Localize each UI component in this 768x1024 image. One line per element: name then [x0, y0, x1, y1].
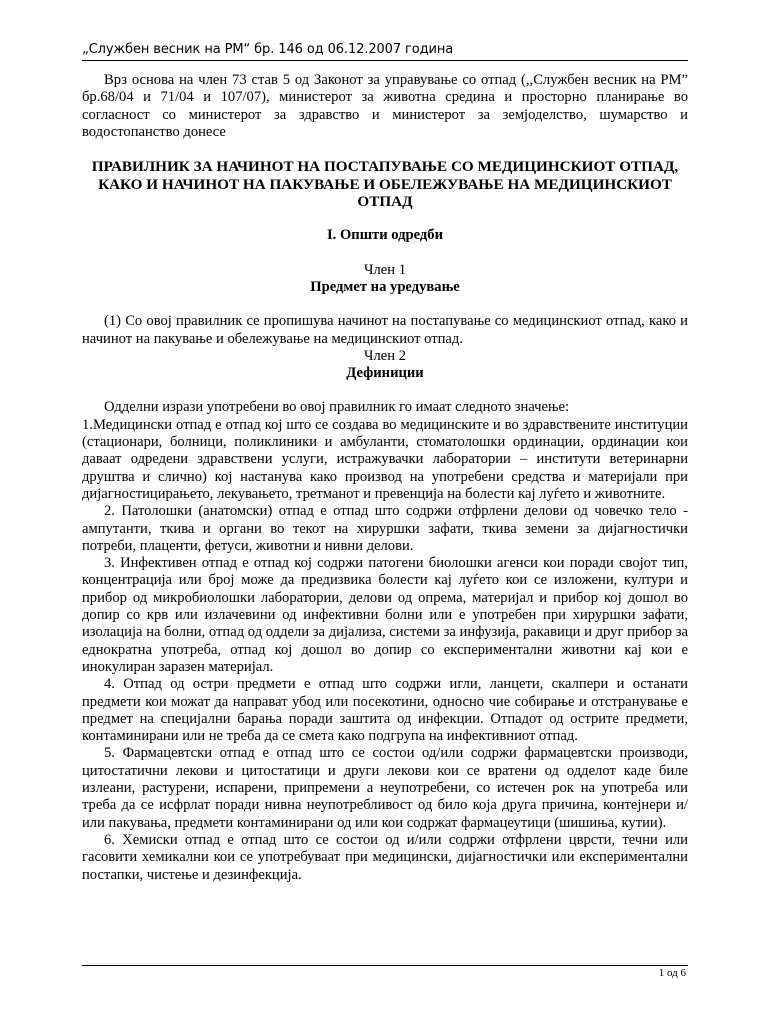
title-line-2: КАКО И НАЧИНОТ НА ПАКУВАЊЕ И ОБЕЛЕЖУВАЊЕ НА МЕДИЦИНСКИОТ — [98, 175, 672, 193]
title-line-3: ОТПАД — [357, 193, 413, 210]
header-rule — [82, 60, 688, 61]
document-title — [82, 158, 688, 210]
definition-item-6: 6. Хемиски отпад е отпад што се состои од и/или содржи отфрлени цврсти, течни или гасовити хемикални кои се употребуваат при медицински, дијагностички или експериментални постапки, чистење и дезинфекција. — [82, 831, 688, 883]
page-number: 1 од 6 — [658, 967, 686, 979]
title-line-1: ПРАВИЛНИК ЗА НАЧИНОТ НА ПОСТАПУВАЊЕ СО МЕДИЦИНСКИОТ ОТПАД, — [91, 158, 679, 176]
preamble-paragraph: Врз основа на член 73 став 5 од Законот за управување со отпад (,,Службен весник на РМ” бр.68/04 и 71/04 и 107/07), министерот за животна средина и просторно планирање во согласност со министерот за здравство и министерот за земјоделство, шумарство и водостопанство донесе — [82, 72, 688, 140]
article-2-number: Член 2 — [364, 347, 406, 364]
definition-item-4: 4. Отпад од остри предмети е отпад што содржи игли, ланцети, скалпери и останати предмети кои можат да направат убод или посекотини, односно чие собирање и отстранување е предмет на специјални барања поради заштита од инфекции. Отпадот од острите предмети, контаминирани или не треба да се смета како подгрупа на инфективниот отпад. — [82, 676, 688, 745]
section-title: I. Општи одредби — [326, 227, 444, 244]
document-body — [82, 72, 688, 884]
definition-item-3: 3. Инфективен отпад е отпад кој содржи патогени биолошки агенси кои поради својот тип, концентрација или број може да предизвика болести кај луѓето кои се изложени, култури и прибор од микробиолошки лаборатории, делови од опрема, материјал и прибор кој дошол во допир со крв или излачевини од инфективни болни или е употребен при хируршки зафати, изолација на болни, отпад од оддели за дијализа, системи за инфузија, ракавици и друг прибор за еднократна употреба, отпад кој дошол во допир со експериментални животни кај кои е инокулиран заразен материјал. — [82, 555, 688, 675]
running-header: „Службен весник на РМ“ бр. 146 од 06.12.2007 година — [82, 42, 454, 57]
article-1-text: (1) Со овој правилник се пропишува начинот на постапување со медицинскиот отпад, како и начинот на пакување и обележување на медицинскиот отпад. — [82, 313, 688, 347]
footer-rule — [82, 965, 688, 966]
definition-item-1: 1.Медицински отпад е отпад кој што се создава во медицинските и во здравствените институции (стационари, болници, поликлиники и амбуланти, стоматолошки ординации, ординации кои даваат одредени здравствени услуги, истражувачки лаборатории – институти ветеринарни друштва и слично) кој настанува како производ на употребени средства и материјали при дијагностицирањето, лекувањето, третманот и превенција на болести кај луѓето и животните. — [82, 416, 688, 502]
article-2-heading: Дефиниции — [346, 365, 424, 382]
definition-item-5: 5. Фармацевтски отпад е отпад што се состои од/или содржи фармацевтски производи, цитостатични лекови и цитостатици и други лекови кои се вратени од одделот каде биле излеани, растурени, испарени, припремени а неупотребени, со истечен рок на употреба или треба да се исфрлат поради нивна неупотребливост од било која друга причина, контејнери и/или пакувања, предмети контаминирани од или кои содржат фармацеутици (шишиња, кутии). — [82, 745, 688, 831]
article-1-heading: Предмет на уредување — [310, 279, 460, 295]
article-1-number: Член 1 — [364, 261, 406, 278]
article-2-intro: Одделни изрази употребени во овој правилник го имаат следното значење: — [104, 399, 570, 416]
definition-item-2: 2. Патолошки (анатомски) отпад е отпад што содржи отфрлени делови од човечко тело - ампутанти, ткива и органи во текот на хируршки зафати, ткива земени за дијагностички потреби, плаценти, фетуси, животни и нивни делови. — [82, 503, 688, 554]
